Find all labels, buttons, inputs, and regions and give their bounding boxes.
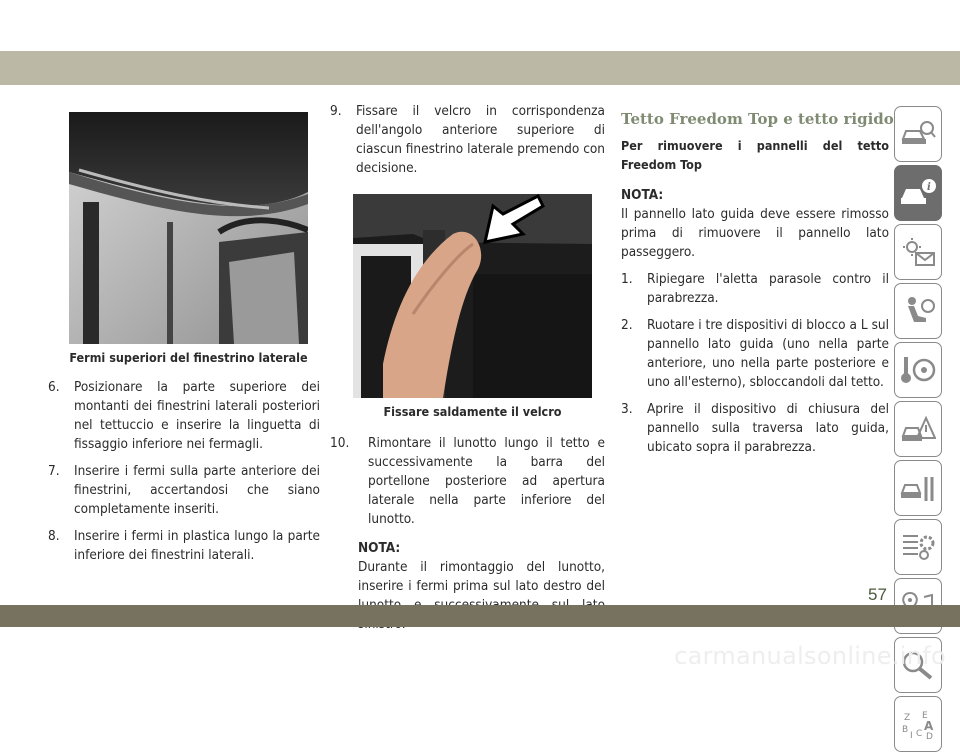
column2-lower — [330, 434, 605, 634]
svg-text:D: D — [926, 732, 933, 740]
item-text: Ripiegare l'aletta parasole contro il parabrezza. — [647, 271, 889, 306]
item-text: Inserire i fermi in plastica lungo la parte inferiore dei finestrini laterali. — [74, 528, 320, 563]
svg-text:A: A — [924, 719, 934, 733]
column2 — [330, 102, 605, 186]
tab-seat-airbag[interactable] — [894, 283, 942, 339]
tab-key-steering[interactable] — [894, 342, 942, 398]
list-item — [48, 378, 320, 454]
list-item — [48, 462, 320, 519]
svg-text:I: I — [910, 731, 913, 740]
item-number: 10. — [330, 435, 350, 451]
note-label: NOTA: — [358, 540, 401, 556]
key-steering-wheel-icon — [900, 355, 936, 385]
item-number: 2. — [621, 317, 633, 333]
tab-roadside-warning[interactable] — [894, 401, 942, 457]
svg-text:E: E — [922, 711, 928, 721]
car-info-icon — [899, 178, 937, 208]
column1 — [48, 378, 320, 573]
page-number: 57 — [868, 585, 887, 604]
figure1-caption: Fermi superiori del finestrino laterale — [69, 350, 308, 365]
side-window-upper-clips-photo — [69, 112, 308, 344]
car-service-tools-icon — [900, 473, 936, 503]
list-item — [330, 434, 605, 529]
footer-watermark: carmanualsonline.info — [674, 642, 946, 670]
item-text: Ruotare i tre dispositivi di blocco a L sul pannello lato guida (uno nella parte anteriore, uno nella parte posteriore e uno all'esterno), sbloccandoli dal tetto. — [647, 317, 889, 390]
header-band — [0, 51, 960, 85]
list-item — [621, 400, 889, 457]
tab-warning-lights[interactable] — [894, 224, 942, 280]
tab-alphabetical-index[interactable] — [894, 696, 942, 752]
svg-text:C: C — [916, 729, 923, 739]
item-text: Fissare il velcro in corrispondenza dell'angolo anteriore superiore di ciascun finestrino laterale premendo con decisione. — [356, 103, 605, 176]
svg-text:Z: Z — [904, 713, 911, 723]
svg-text:B: B — [902, 725, 909, 735]
list-item — [330, 102, 605, 178]
note-text: Il pannello lato guida deve essere rimosso prima di rimuovere il pannello lato passeggero. — [621, 206, 889, 260]
tab-car-magnifier[interactable] — [894, 106, 942, 162]
alphabetical-index-icon — [900, 708, 936, 740]
item-text: Posizionare la parte superiore dei montanti dei finestrini laterali posteriori nel tettuccio e inserire la linguetta di fissaggio inferiore nei fermagli. — [74, 379, 320, 452]
item-number: 3. — [621, 401, 633, 417]
item-number: 1. — [621, 271, 633, 287]
footer-band — [0, 605, 960, 627]
section-title: Tetto Freedom Top e tetto rigido — [621, 110, 894, 128]
svg-text:i: i — [927, 182, 931, 193]
list-item — [621, 316, 889, 392]
note-label: NOTA: — [621, 187, 664, 203]
seat-airbag-icon — [900, 296, 936, 326]
warning-lights-message-icon — [900, 237, 936, 267]
item-text: Aprire il dispositivo di chiusura del pannello sulla traversa lato guida, ubicato sopra il parabrezza. — [647, 401, 889, 455]
tab-service-tools[interactable] — [894, 460, 942, 516]
item-text: Inserire i fermi sulla parte anteriore dei finestrini, accertandosi che siano completamente inseriti. — [74, 463, 320, 517]
item-number: 8. — [48, 528, 60, 544]
item-number: 7. — [48, 463, 60, 479]
note-text: Durante il rimontaggio del lunotto, inserire i fermi prima sul lato destro del — [358, 559, 605, 594]
tab-car-info[interactable] — [894, 165, 942, 221]
velcro-fastening-photo — [353, 194, 592, 398]
figure2-caption: Fissare saldamente il velcro — [383, 404, 562, 419]
item-number: 9. — [330, 103, 342, 119]
subsection-title: Per rimuovere i pannelli del tetto Freedom Top — [621, 138, 889, 172]
tab-specifications[interactable] — [894, 519, 942, 575]
specifications-gear-icon — [900, 532, 936, 562]
list-item — [48, 527, 320, 565]
car-magnifier-icon — [900, 119, 936, 149]
roadside-warning-icon — [900, 414, 936, 444]
column3 — [621, 110, 889, 465]
item-text: Rimontare il lunotto lungo il tetto e successivamente la barra del portellone posteriore ad apertura laterale nella parte inferiore del lunotto. — [368, 435, 605, 527]
list-item — [621, 270, 889, 308]
item-number: 6. — [48, 379, 60, 395]
